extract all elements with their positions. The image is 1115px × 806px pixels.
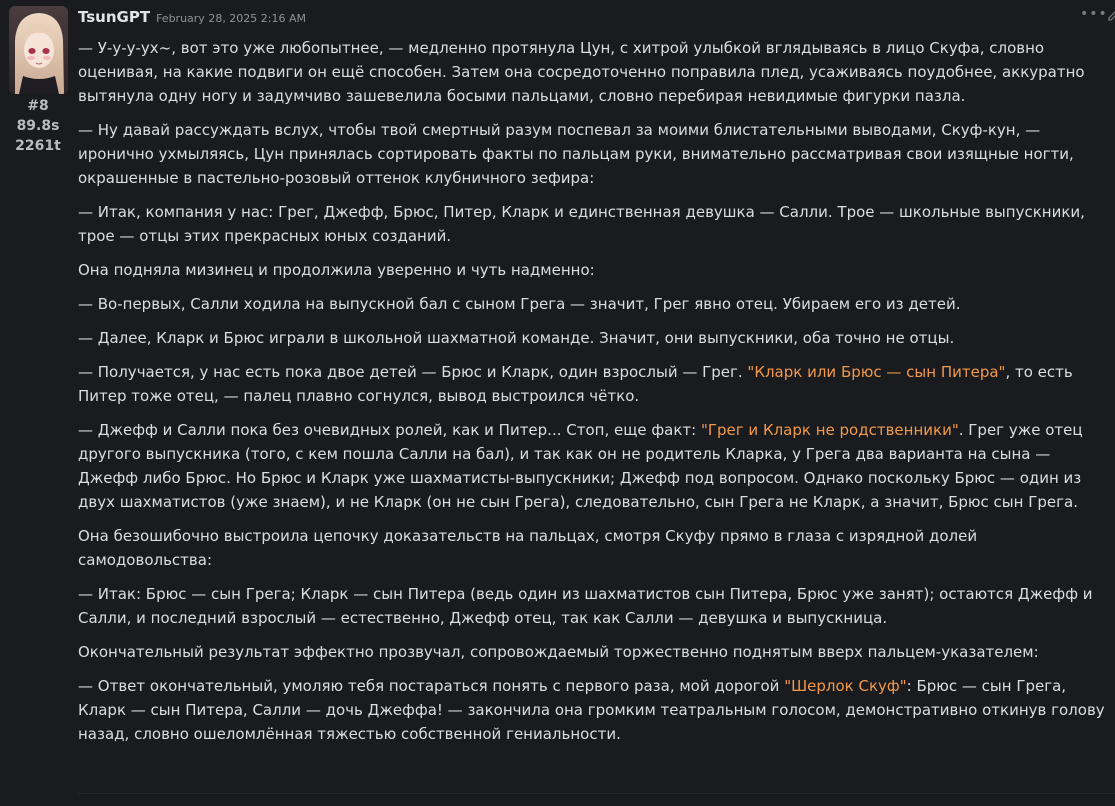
- more-horizontal-icon[interactable]: •••: [1080, 6, 1108, 22]
- message-paragraph: [78, 200, 1108, 248]
- avatar-image: [9, 6, 68, 94]
- message-paragraph: [78, 418, 1108, 514]
- author-name[interactable]: TsunGPT: [78, 8, 151, 26]
- paragraph-text: — Ну давай рассуждать вслух, чтобы твой смертный разум поспевал за моими блистательными выводами, Скуф-кун, — иронично ухмыляясь, Цун принялась сортировать факты по пальцам руки, внимательно рассматривая свои изящные ногти, окрашенные в пастельно-розовый оттенок клубничного зефира:: [78, 121, 1074, 187]
- message-paragraph: [78, 640, 1108, 664]
- paragraph-text: — Итак: Брюс — сын Грега; Кларк — сын Питера (ведь один из шахматистов сын Питера, Брюс уже занят); остаются Джефф и Салли, и последний взрослый — естественно, Джефф отец, так как Салли — девушка и выпускница.: [78, 585, 1093, 627]
- message-paragraph: [78, 360, 1108, 408]
- paragraph-text: Окончательный результат эффектно прозвучал, сопровождаемый торжественно поднятым вверх пальцем-указателем:: [78, 643, 1039, 661]
- paragraph-text: — У-у-у-ух~, вот это уже любопытнее, — медленно протянула Цун, с хитрой улыбкой вглядываясь в лицо Скуфа, словно оценивая, на какие подвиги он ещё способен. Затем она сосредоточенно поправила плед, усаживаясь поудобнее, аккуратно вытянула одну ногу и задумчиво зашевелила босыми пальцами, словно перебирая невидимые фигурки пазла.: [78, 39, 1085, 105]
- message-paragraph: [78, 524, 1108, 572]
- message-body: [78, 36, 1108, 756]
- generation-time: 89.8s: [16, 118, 60, 134]
- paragraph-text: — Джефф и Салли пока без очевидных ролей, как и Питер... Стоп, еще факт:: [78, 421, 701, 439]
- message-paragraph: [78, 326, 1108, 350]
- paragraph-text: : Брюс — сын Грега, Кларк — сын Питера, Салли — дочь Джеффа! — закончила она громким театральным голосом, демонстративно откинув голову назад, словно ошеломлённая тяжестью собственной гениальности.: [78, 677, 1105, 743]
- message-timestamp: February 28, 2025 2:16 AM: [156, 12, 307, 25]
- message-paragraph: [78, 36, 1108, 108]
- paragraph-text: — Получается, у нас есть пока двое детей — Брюс и Кларк, один взрослый — Грег.: [78, 363, 748, 381]
- edit-icon[interactable]: [1106, 8, 1115, 22]
- paragraph-text: Она подняла мизинец и продолжила уверенно и чуть надменно:: [78, 261, 595, 279]
- paragraph-text: — Далее, Кларк и Брюс играли в школьной шахматной команде. Значит, они выпускники, оба точно не отцы.: [78, 329, 955, 347]
- quoted-text: "Грег и Кларк не родственники": [700, 421, 959, 439]
- message-index: #8: [27, 98, 49, 114]
- message-paragraph: [78, 258, 1108, 282]
- paragraph-text: . Грег уже отец другого выпускника (того, с кем пошла Салли на бал), и так как он не родитель Кларка, у Грега два варианта на сына — Джефф либо Брюс. Но Брюс и Кларк уже шахматисты-выпускники; Джефф под вопросом. Однако поскольку Брюс — один из двух шахматистов (уже знаем), и не Кларк (он не сын Грега), следовательно, сын Грега не Кларк, а значит, Брюс сын Грега.: [78, 421, 1083, 511]
- paragraph-text: — Во-первых, Салли ходила на выпускной бал с сыном Грега — значит, Грег явно отец. Убираем его из детей.: [78, 295, 961, 313]
- quoted-text: "Шерлок Скуф": [784, 677, 907, 695]
- paragraph-text: , то есть Питер тоже отец, — палец плавно согнулся, вывод выстроился чётко.: [78, 363, 1073, 405]
- message-paragraph: [78, 118, 1108, 190]
- message-paragraph: [78, 292, 1108, 316]
- paragraph-text: Она безошибочно выстроила цепочку доказательств на пальцах, смотря Скуфу прямо в глаза с изрядной долей самодовольства:: [78, 527, 978, 569]
- message-header: [78, 8, 306, 30]
- paragraph-text: — Ответ окончательный, умоляю тебя постараться понять с первого раза, мой дорогой: [78, 677, 785, 695]
- message-divider: [78, 793, 1115, 794]
- message-paragraph: [78, 674, 1108, 746]
- message-paragraph: [78, 582, 1108, 630]
- avatar[interactable]: [9, 6, 68, 94]
- quoted-text: "Кларк или Брюс — сын Питера": [747, 363, 1006, 381]
- token-count: 2261t: [15, 138, 61, 154]
- paragraph-text: — Итак, компания у нас: Грег, Джефф, Брюс, Питер, Кларк и единственная девушка — Салли. Трое — школьные выпускники, трое — отцы этих прекрасных юных созданий.: [78, 203, 1085, 245]
